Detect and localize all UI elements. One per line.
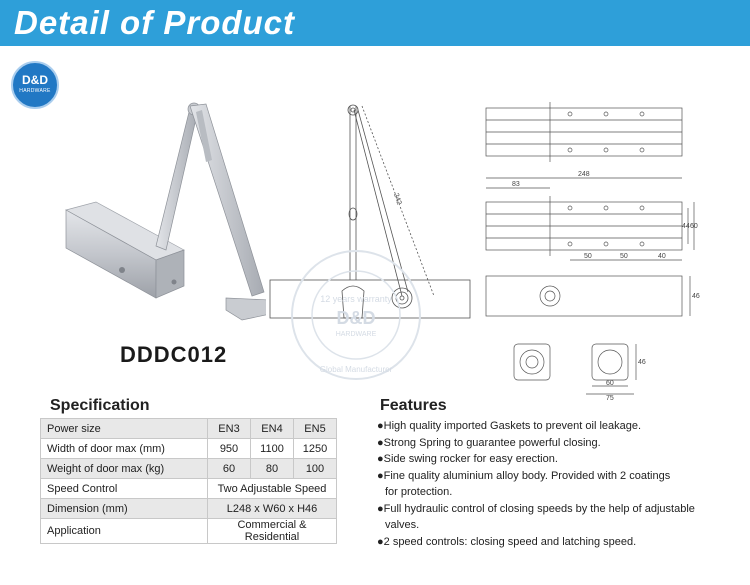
logo-main-text: D&D — [22, 73, 48, 87]
dim-60-end: 60 — [606, 380, 614, 387]
table-row — [41, 519, 337, 544]
features-list — [377, 418, 737, 550]
feature-item: ●2 speed controls: closing speed and latching speed. — [377, 535, 637, 548]
model-number: DDDC012 — [120, 342, 228, 367]
watermark-global: Global Manufacturer — [319, 365, 393, 374]
dimension-drawing — [478, 96, 700, 326]
feature-item: ●Side swing rocker for easy erection. — [377, 453, 558, 465]
feature-item-continuation: for protection. — [385, 486, 453, 498]
cell-value: 1100 — [251, 439, 294, 459]
cell-value: Commercial & Residential — [208, 519, 337, 544]
dim-50-a: 50 — [584, 253, 592, 260]
row-label: Weight of door max (kg) — [41, 459, 208, 479]
row-label: Power size — [41, 419, 208, 439]
watermark-warranty: 12 years warranty — [320, 294, 392, 304]
dim-46: 46 — [692, 293, 700, 300]
logo-sub-text: HARDWARE — [19, 88, 51, 94]
dim-50-b: 50 — [620, 253, 628, 260]
product-photo — [56, 100, 266, 340]
specification-title: Specification — [50, 397, 150, 414]
brand-logo — [11, 61, 59, 109]
cell-value: 60 — [208, 459, 251, 479]
row-label: Dimension (mm) — [41, 499, 208, 519]
watermark-seal — [262, 240, 450, 390]
cell-value: EN5 — [294, 419, 337, 439]
watermark-brand: D&D — [336, 308, 376, 328]
table-row — [41, 459, 337, 479]
feature-item: ●Fine quality aluminium alloy body. Provided with 2 coatings — [377, 469, 671, 482]
feature-item: ●Strong Spring to guarantee powerful closing. — [377, 436, 601, 449]
features-title: Features — [380, 397, 447, 414]
cell-value: EN3 — [208, 419, 251, 439]
table-row — [41, 499, 337, 519]
dim-83: 83 — [512, 181, 520, 188]
page-title: Detail of Product — [14, 4, 296, 41]
dim-242: 242 — [392, 192, 403, 206]
watermark-hardware: HARDWARE — [335, 331, 377, 338]
feature-item-continuation: valves. — [385, 519, 420, 531]
table-row — [41, 479, 337, 499]
row-label: Width of door max (mm) — [41, 439, 208, 459]
dim-60: 60 — [690, 223, 698, 230]
dim-248: 248 — [578, 171, 590, 178]
dim-75-end: 75 — [606, 395, 614, 402]
dim-44: 44 — [682, 223, 690, 230]
row-label: Application — [41, 519, 208, 544]
row-label: Speed Control — [41, 479, 208, 499]
cell-value: 80 — [251, 459, 294, 479]
specification-table — [40, 418, 337, 544]
cell-value: Two Adjustable Speed — [208, 479, 337, 499]
end-view-drawing — [500, 330, 650, 402]
feature-item: ●Full hydraulic control of closing speeds by the help of adjustable — [377, 502, 695, 515]
cell-value: EN4 — [251, 419, 294, 439]
dim-46-end: 46 — [638, 359, 646, 366]
cell-value: 100 — [294, 459, 337, 479]
cell-value: 1250 — [294, 439, 337, 459]
cell-value: 950 — [208, 439, 251, 459]
dim-40: 40 — [658, 253, 666, 260]
header-banner — [0, 0, 750, 46]
table-row — [41, 419, 337, 439]
cell-value: L248 x W60 x H46 — [208, 499, 337, 519]
feature-item: ●High quality imported Gaskets to prevent oil leakage. — [377, 420, 642, 432]
table-row — [41, 439, 337, 459]
